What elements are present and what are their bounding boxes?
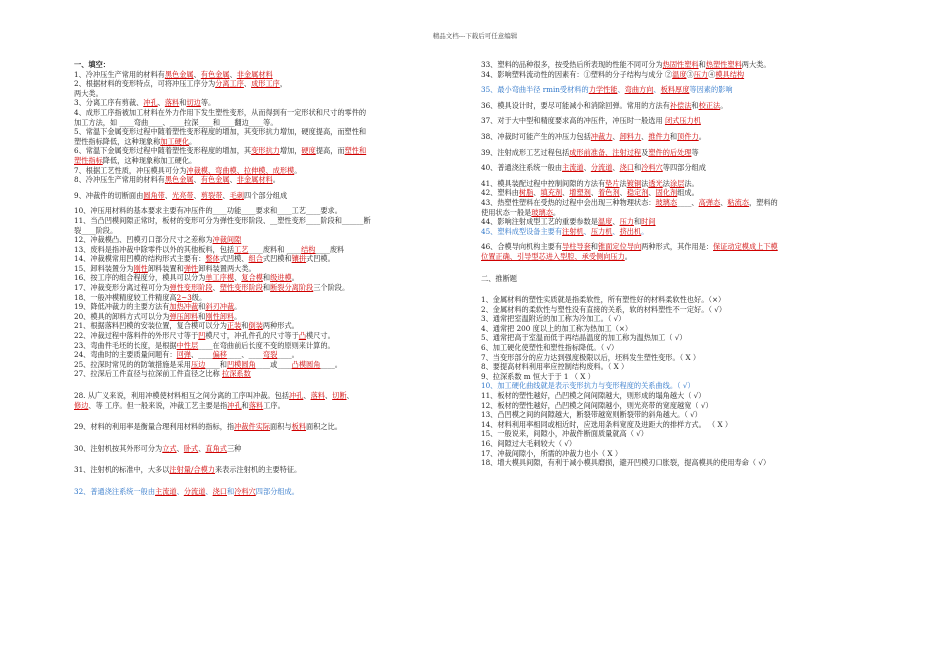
- answer-text: 落料: [310, 391, 325, 400]
- answer-text: 分离工序: [215, 79, 244, 89]
- left-question-line: 18、一般冲模精度较工件精度高2~3级。: [74, 292, 207, 302]
- answer-text: 非金属材料: [236, 69, 273, 79]
- answer-text: 回弹: [176, 350, 191, 360]
- answer-text: 凸: [298, 331, 307, 341]
- answer-text: 弹压卸料: [169, 311, 199, 321]
- right-question-line: 15、一般说来，间隙小，冲裁件断面质量就高（ √）: [481, 429, 648, 439]
- left-question-line: 28. 从广义来说，利用冲模使材料相互之间分离的工序叫冲裁。包括冲孔、落料、切断、: [74, 391, 354, 400]
- answer-text: 镀铜: [626, 178, 642, 188]
- answer-text: 闭式压力机: [664, 116, 701, 126]
- answer-text: 冲孔: [227, 400, 242, 410]
- right-question-line: 43、热塑性塑料在受热的过程中会出现三种物理状态：玻璃态____、高弹态、粘流态，塑料的: [481, 197, 778, 207]
- answer-text: 刚性: [133, 263, 148, 273]
- spacer: [74, 379, 466, 391]
- answer-text: 塑性和: [344, 146, 367, 156]
- answer-text: 落料: [248, 400, 264, 410]
- answer-text: 板料: [291, 422, 307, 432]
- answer-text: 固化剂: [655, 188, 678, 198]
- answer-text: 卸料力: [619, 131, 642, 141]
- answer-text: 正装: [226, 321, 242, 331]
- answer-text: 玻璃态: [531, 207, 553, 217]
- answer-text: 组合: [248, 254, 263, 264]
- answer-text: 中性层: [176, 340, 199, 350]
- right-question-line: 46、合模导向机构主要有导柱导套和锥面定位导向两种形式，其作用是：保证动定模成上下模: [481, 242, 778, 252]
- answer-text: 涂层: [669, 178, 685, 188]
- answer-text: 塑性变形阶段: [219, 283, 263, 293]
- answer-text: 着色剂: [598, 188, 620, 198]
- right-question-line: 2、金属材料的柔软性与塑性没有直接的关系，软的材料塑性不一定好。（ √）: [481, 304, 727, 314]
- left-question-line: 4、成形工序指被加工材料在外力作用下发生塑性变形，从而得到有一定形状和尺寸的零件的: [74, 107, 367, 117]
- answer-text: 修边: [74, 400, 89, 410]
- right-question-line: 18、增大模具间隙，有利于减小模具磨损，避开凹模刃口胀裂，提高模具的使用寿命（ √）: [481, 458, 771, 468]
- answer-text: 切边: [186, 98, 201, 108]
- answer-text: 高弹态: [698, 197, 721, 207]
- answer-text: 凹: [198, 331, 206, 341]
- answer-text: 导柱导套: [562, 242, 591, 252]
- left-question-line: 20、模具的卸料方式可以分为弹压卸料和刚性卸料。: [74, 311, 242, 321]
- left-question-line: 25、拉深时常见的的防皱措施是采用压边____和凹模圆角____或____凸模圆角____。: [74, 359, 342, 369]
- answer-text: 稳定剂: [626, 188, 649, 198]
- left-question-line: 2、根据材料的变形特点，可将冲压工序分为分离工序、成形工序，: [74, 79, 288, 89]
- answer-text: 热塑性塑料: [705, 60, 742, 69]
- answer-text: 粘流态: [727, 197, 749, 207]
- right-question-line: 16、间隙过大毛刺较大（ √）: [481, 439, 577, 448]
- left-question-line: 31、注射机的标准中，大多以注射量/合模力来表示注射机的主要特征。: [74, 465, 302, 475]
- right-question-line: 35、最小弯曲半径 rmin受材料的力学性能、弯曲方向、板料厚度等因素的影响: [481, 85, 733, 95]
- right-question-line: 33、塑料的品种很多，按受热后所表现的性能不同可分为热固性塑料和热塑性塑料两大类。: [481, 60, 771, 69]
- answer-text: 刚性卸料: [205, 311, 235, 321]
- answer-text: 冲裁间隙: [212, 235, 242, 245]
- right-question-line: 44、影响注射成型工艺的重要参数是温度、压力和时间: [481, 217, 656, 227]
- left-question-line: 7、根据工艺性质，冲压模具可分为冲裁模、弯曲模、拉伸模、成形模。: [74, 165, 302, 175]
- answer-text: 黑色金属: [164, 175, 194, 185]
- answer-text: 压力机: [590, 226, 613, 236]
- answer-text: 热固性塑料: [662, 60, 699, 69]
- answer-text: 校正法: [698, 100, 721, 110]
- answer-text: 落料: [164, 98, 180, 108]
- answer-text: 塑件的后处理: [648, 147, 692, 157]
- answer-text: 冲孔: [143, 98, 158, 108]
- answer-text: 黑色金属: [164, 69, 194, 79]
- answer-text: 工艺: [234, 244, 249, 254]
- answer-text: 弹性变形阶段: [169, 283, 213, 293]
- spacer: [481, 262, 883, 274]
- left-column: [74, 60, 466, 497]
- right-question-line: 42、塑料由树脂、填充剂、增塑剂、着色剂、稳定剂、固化剂组成。: [481, 188, 699, 198]
- answer-text: 主流道: [155, 486, 177, 496]
- right-question-line: 12、板材的塑性越好，凸凹模之间间隙越小，则光亮带的宽度越宽（ √）: [481, 400, 713, 410]
- left-question-line: 裂____阶段。: [74, 225, 118, 235]
- left-question-line: 32、普通浇注系统一般由主流道、分流道、浇口和冷料穴四部分组成。: [74, 486, 299, 496]
- right-question-line: 10、加工硬化曲线就是表示变形抗力与变形程度的关系曲线。（ √）: [481, 381, 695, 391]
- left-question-line: 10、冲压用材料的基本要求主要有冲压件的____功能____要求和____工艺____要求。: [74, 206, 342, 216]
- answer-text: 圆角带: [143, 190, 165, 200]
- answer-text: 冷料穴: [234, 486, 256, 496]
- answer-text: 有色金属: [200, 69, 230, 79]
- right-question-line: 40、普通浇注系统一般由主流道、分流道、浇口和冷料穴等四部分组成: [481, 163, 706, 173]
- answer-text: 推件力: [648, 131, 670, 141]
- answer-text: 偏移: [212, 350, 227, 360]
- right-question-line: 二、推断题: [481, 273, 517, 283]
- right-question-line: 11、板材的塑性越好，凸凹模之间间隙越大，则形成的塌角越大（ √）: [481, 391, 706, 401]
- spacer: [74, 432, 466, 444]
- answer-text: 成形前准备、注射过程: [569, 147, 642, 157]
- answer-text: 分流道: [183, 486, 206, 496]
- right-question-line: 37、对于大中型和精度要求高的冲压件，冲压时一般选用 闭式压力机: [481, 116, 701, 126]
- answer-text: 卧式: [183, 443, 199, 453]
- answer-text: 冲孔: [288, 391, 304, 400]
- answer-text: 结构: [301, 244, 316, 254]
- spacer: [74, 475, 466, 487]
- answer-text: 毛刺: [229, 190, 244, 200]
- answer-text: 镶拼: [291, 254, 307, 264]
- right-question-line: 7、当变形部分的应力达到强度极限以后，坯料发生塑性变形。（ X ）: [481, 352, 701, 362]
- answer-text: 挤出机: [619, 226, 642, 236]
- answer-text: 保证动定模成上下模: [713, 242, 778, 252]
- left-question-line: 27、拉深后工件直径与拉深前工件直径之比称 拉深系数: [74, 369, 251, 379]
- left-question-line: 塑性指标降低，这种现象称加工硬化。: [74, 155, 197, 165]
- answer-text: 力学性能: [588, 85, 618, 95]
- answer-text: 立式: [162, 443, 177, 453]
- answer-text: 增塑剂: [569, 188, 591, 198]
- answer-text: 压力: [619, 217, 634, 227]
- right-question-line: 8、要提高材料利用率应控制结构废料。（ X ）: [481, 362, 629, 372]
- left-question-line: 22、冲裁过程中落料件的外形尺寸等于凹模尺寸，冲孔件孔的尺寸等于凸模尺寸。: [74, 331, 335, 341]
- answer-text: 凹模圆角: [226, 359, 256, 369]
- answer-text: 玻璃态: [655, 197, 678, 207]
- left-question-line: 6、常温下金属变形过程中随着塑性变形程度的增加，其变形抗力增加，硬度提高，而塑性和: [74, 146, 367, 156]
- answer-text: 时间: [641, 217, 656, 227]
- right-column: [481, 60, 883, 468]
- answer-text: 位置正确、引导型芯进入型腔、承受侧向压力: [481, 251, 625, 261]
- answer-text: 断裂分离阶段: [270, 283, 314, 293]
- answer-text: 拉深系数: [222, 369, 251, 379]
- answer-text: 整体: [205, 254, 220, 264]
- answer-text: 注射量/合模力: [169, 465, 215, 475]
- answer-text: 模具结构: [715, 69, 745, 79]
- left-question-line: 9、冲裁件的切断面由圆角带、光亮带、剪裂带、毛刺四个部分组成: [74, 190, 288, 200]
- answer-text: 单工序模: [205, 273, 235, 283]
- left-question-line: 13、废料是指冲裁中除零件以外的其他板料，包括工艺____废料和 ____结构____废料: [74, 244, 345, 254]
- right-question-line: 3、通常把室温附近的加工称为冷加工。（ √）: [481, 314, 626, 324]
- left-question-line: 19、降低冲裁力的主要方法有加热冲裁和斜刃冲裁。: [74, 302, 242, 312]
- answer-text: 加工硬化: [160, 136, 190, 146]
- left-question-line: 1、冷冲压生产常用的材料有黑色金属、有色金属、非金属材料: [74, 69, 273, 79]
- answer-text: 注射机: [562, 226, 584, 236]
- right-question-line: 6、加工硬化使塑性和塑性指标降低。（ √）: [481, 343, 619, 353]
- answer-text: 弯裂: [262, 350, 278, 360]
- right-question-line: 45、塑料成型设备主要有注射机、压力机、挤出机。: [481, 226, 649, 236]
- spacer: [74, 453, 466, 465]
- answer-text: 透光: [648, 178, 663, 188]
- answer-text: 树脂: [518, 188, 534, 198]
- answer-text: 加热冲裁: [169, 302, 199, 312]
- answer-text: 非金属材料: [236, 175, 273, 185]
- left-question-line: 12、冲裁模凸、凹模刃口部分尺寸之差称为冲裁间隙: [74, 235, 242, 245]
- left-question-line: 一、填空：: [74, 60, 110, 69]
- right-question-line: 39、注射成形工艺过程包括成形前准备、注射过程及塑件的后处理等: [481, 147, 699, 157]
- answer-text: 锥面定位导向: [598, 242, 642, 252]
- answer-text: 直角式: [205, 443, 227, 453]
- answer-text: 弯曲方向: [624, 85, 654, 95]
- answer-text: 2~3: [176, 292, 192, 302]
- spacer: [74, 410, 466, 422]
- answer-text: 浇口: [212, 486, 227, 496]
- right-question-line: 位置正确、引导型芯进入型腔、承受侧向压力。: [481, 251, 632, 261]
- answer-text: 复合模: [241, 273, 263, 283]
- answer-text: 分流道: [590, 163, 613, 173]
- answer-text: 温度: [672, 69, 687, 79]
- answer-text: 压边: [190, 359, 206, 369]
- left-question-line: 3、分离工序有剪裁、冲孔、落料和切边等。: [74, 98, 216, 108]
- answer-text: 级进模: [270, 273, 292, 283]
- left-question-line: 17、冲裁变形分离过程可分为弹性变形阶段、塑性变形阶段和断裂分离阶段三个阶段。: [74, 283, 350, 293]
- answer-text: 板料厚度: [660, 85, 690, 95]
- right-question-line: 9、拉深系数 m 恒大于于 1 （ X ）: [481, 371, 595, 381]
- right-question-line: 41、模具装配过程中控制间隙的方法有垫片法镀铜法透光法涂层法。: [481, 178, 699, 188]
- right-question-line: 5、通常把高于室温而低于再结晶温度的加工称为温热加工（ √）: [481, 333, 687, 343]
- answer-text: 冲裁模、弯曲模、拉伸模、成形模: [186, 165, 295, 175]
- answer-text: 填充剂: [540, 188, 563, 198]
- answer-text: 垫片: [605, 178, 620, 188]
- answer-text: 冲裁件实际: [234, 422, 271, 432]
- right-question-line: 34、影响塑料流动性的因素有：①塑料的分子结构与成分 ②温度③压力④模具结构: [481, 69, 745, 79]
- left-question-line: 8、冷冲压生产常用的材料有黑色金属、有色金属、非金属材料。: [74, 175, 280, 185]
- right-question-line: 14、材料利用率相同或相近时，应选用条料宽度及进距大的排样方式。 （ X ）: [481, 419, 733, 429]
- answer-text: 冷料穴: [641, 163, 663, 173]
- answer-text: 切断: [332, 391, 347, 400]
- left-question-line: 两大类。: [74, 88, 103, 98]
- page-header: 精品文档---下载后可任意编辑: [432, 32, 518, 40]
- right-question-line: 1、金属材料的塑性实质就是指柔软性，所有塑性好的材料柔软性也好。（×）: [481, 295, 726, 305]
- right-question-line: 17、冲裁间隙小，所需的冲裁力也小（ X ）: [481, 448, 623, 458]
- answer-text: 斜刃冲裁: [205, 302, 235, 312]
- left-question-line: 5、常温下金属变形过程中随着塑性变形程度的增加，其变形抗力增加，硬度提高，而塑性和: [74, 127, 367, 137]
- right-question-line: 36、模具设计时，要尽可能减小和消除回弹。常用的方法有补偿法和校正法。: [481, 100, 728, 110]
- answer-text: 剪裂带: [200, 190, 223, 200]
- left-question-line: 15、卸料装置分为刚性卸料装置和弹性卸料装置两大类。: [74, 263, 256, 273]
- left-question-line: 30、注射机按其外形可分为立式、卧式、直角式三种: [74, 443, 242, 453]
- answer-text: 主流道: [562, 163, 584, 173]
- answer-text: 补偿法: [669, 100, 692, 110]
- answer-text: 弹性: [183, 263, 199, 273]
- right-question-line: 38、冲裁时可能产生的冲压力包括冲裁力、卸料力、推件力和顶件力。: [481, 131, 706, 141]
- left-question-line: 21、根据落料凹模的安装位置，复合模可以分为正装和倒装两种形式。: [74, 321, 299, 331]
- answer-text: 倒装: [248, 321, 263, 331]
- answer-text: 压力: [693, 69, 709, 79]
- left-question-line: 16、按工序的组合程度分，模具可以分为单工序模、复合模和级进模。: [74, 273, 299, 283]
- answer-text: 塑性指标: [74, 155, 103, 165]
- spacer: [481, 283, 883, 295]
- left-question-line: 29、材料的利用率是衡量合理利用材料的指标，指冲裁件实际面积与板料面积之比。: [74, 422, 342, 432]
- right-question-line: 4、通常把 200 度以上的加工称为热加工（×）: [481, 323, 633, 333]
- answer-text: 硬度: [301, 146, 316, 156]
- left-question-line: 塑性指标降低，这种现象称加工硬化。: [74, 136, 197, 146]
- answer-text: 光亮带: [172, 190, 194, 200]
- left-question-line: 加工方法，如 ____弯曲____、____拉深____和____翻边____等。: [74, 117, 278, 127]
- answer-text: 凸模圆角: [291, 359, 321, 369]
- answer-text: 温度: [597, 217, 613, 227]
- left-question-line: 14、冲裁模常用凹模的结构形式主要有：整体式凹模、组合式凹模和镶拼式凹模。: [74, 254, 335, 264]
- answer-text: 成形工序: [251, 79, 280, 89]
- answer-text: 变形抗力: [251, 146, 280, 156]
- answer-text: 有色金属: [200, 175, 230, 185]
- right-question-line: 使用状态一般是玻璃态。: [481, 207, 561, 217]
- left-question-line: 修边、等 工序。但一般来说，冲裁工艺主要是指冲孔和落料工序。: [74, 400, 285, 410]
- left-question-line: 23、弯曲件毛坯的长度，是根据中性层____在弯曲前后长度不变的原则来计算的。: [74, 340, 335, 350]
- answer-text: 冲裁力: [590, 131, 613, 141]
- left-question-line: 24、弯曲时的主要质量问题有：回弹、____偏移____、____弯裂____。: [74, 350, 299, 360]
- answer-text: 顶件力: [677, 131, 699, 141]
- right-question-line: 13、凸凹模之间的间隙越大，断裂带越宽则断裂带的斜角越大。（ √）: [481, 410, 702, 420]
- left-question-line: 11、当凸凹模间隙正常时，板材的变形可分为弹性变形阶段、__塑性变形____阶段和______断: [74, 215, 371, 225]
- answer-text: 浇口: [619, 163, 634, 173]
